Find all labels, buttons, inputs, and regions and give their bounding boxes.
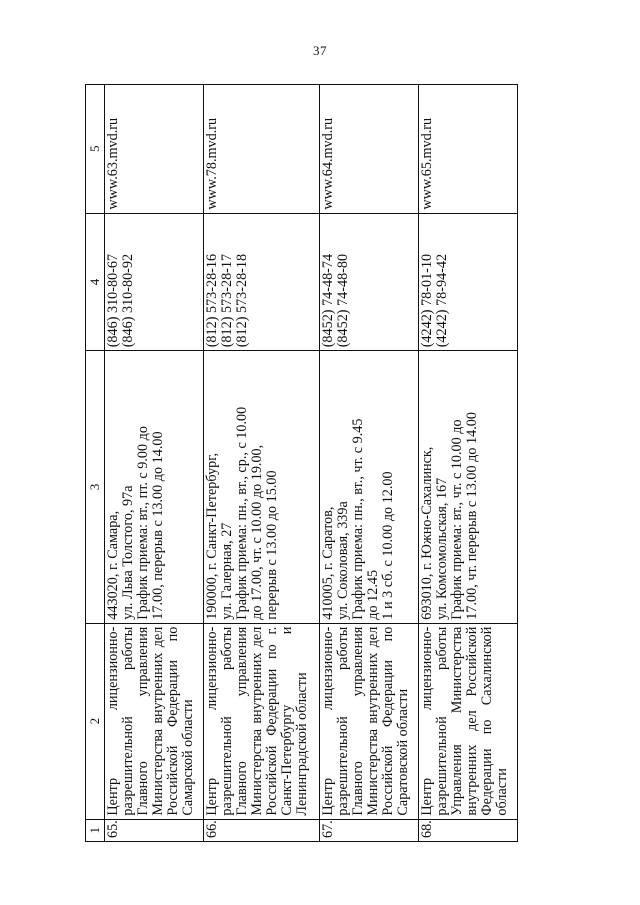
- organization-name: Центр лицензионно-разрешительной работы Главного управления Министерства внутренних дел Российской Федерации по Самарской области: [105, 623, 204, 819]
- column-header: 5: [86, 85, 105, 214]
- address-cell: [319, 351, 418, 623]
- phone-cell: [418, 213, 517, 351]
- registry-table: [85, 84, 518, 842]
- phone-cell: [319, 213, 418, 351]
- phone-number: (846) 310-80-67: [105, 253, 121, 348]
- address-line: ул. Комсомольская, 167: [433, 477, 450, 620]
- phone-number: (8452) 74-48-74: [319, 253, 336, 348]
- website: www.65.mvd.ru: [418, 85, 517, 214]
- address-line: График приема: пн., вт., чт. с 9.45: [349, 418, 366, 620]
- row-number: 67.: [319, 819, 418, 841]
- website: www.78.mvd.ru: [204, 85, 319, 214]
- phone-number: (8452) 74-48-80: [334, 253, 351, 348]
- organization-name: Центр лицензионно-разрешительной работы Управления Министерства внутренних дел Российской Федерации по Сахалинской области: [418, 623, 517, 819]
- address-cell: [418, 351, 517, 623]
- column-header: 1: [86, 819, 105, 841]
- website: www.63.mvd.ru: [105, 85, 204, 214]
- phone-number: (812) 573-28-17: [219, 253, 236, 348]
- page-number: 37: [313, 43, 327, 58]
- row-number: 65.: [105, 819, 204, 841]
- table-row: [105, 85, 204, 842]
- phone-number: (4242) 78-01-10: [418, 253, 435, 348]
- phone-cell: [204, 213, 319, 351]
- address-cell: [204, 351, 319, 623]
- column-header: 2: [86, 623, 105, 819]
- table-row: [418, 85, 517, 842]
- phone-number: (846) 310-80-92: [120, 253, 136, 348]
- table-row: [319, 85, 418, 842]
- row-number: 68.: [418, 819, 517, 841]
- address-line: перерыв с 13.00 до 15.00: [264, 470, 281, 620]
- address-line: 410005, г. Саратов,: [319, 506, 336, 620]
- column-header: 3: [86, 351, 105, 623]
- address-line: График приема: вт., пт. с 9.00 до: [135, 426, 151, 620]
- address-line: График приема: пн., вт., ср., с 10.00: [234, 406, 251, 620]
- address-cell: [105, 351, 204, 623]
- address-line: 17.00, чт. перерыв с 13.00 до 14.00: [463, 412, 480, 620]
- address-line: 190000, г. Санкт-Петербург,: [204, 452, 221, 620]
- address-line: до 17.00, чт. с 10.00 до 19.00,: [249, 444, 266, 620]
- address-line: ул. Льва Толстого, 97а: [120, 485, 136, 620]
- address-line: 443020, г. Самара,: [105, 510, 121, 620]
- table-row: [204, 85, 319, 842]
- address-line: 693010, г. Южно-Сахалинск,: [418, 446, 435, 620]
- column-header: 4: [86, 213, 105, 351]
- row-number: 66.: [204, 819, 319, 841]
- address-line: 1 и 3 сб. с 10.00 до 12.00: [379, 471, 396, 620]
- rotated-table-container: [85, 84, 518, 842]
- organization-name: Центр лицензионно-разрешительной работы Главного управления Министерства внутренних дел Российской Федерации по г. Санкт-Петербургу и Ленинградской области: [204, 623, 319, 819]
- phone-number: (812) 573-28-18: [234, 253, 251, 348]
- address-line: ул. Галерная, 27: [219, 522, 236, 620]
- address-line: График приема: вт., чт. с 10.00 до: [448, 419, 465, 620]
- phone-number: (4242) 78-94-42: [433, 253, 450, 348]
- website: www.64.mvd.ru: [319, 85, 418, 214]
- address-line: до 12.45: [364, 569, 381, 620]
- table-header-row: [86, 85, 105, 842]
- address-line: 17.00, перерыв с 13.00 до 14.00: [150, 431, 166, 620]
- organization-name: Центр лицензионно-разрешительной работы Главного управления Министерства внутренних дел Российской Федерации по Саратовской области: [319, 623, 418, 819]
- phone-cell: [105, 213, 204, 351]
- address-line: ул. Соколовая, 339а: [334, 501, 351, 620]
- phone-number: (812) 573-28-16: [204, 253, 221, 348]
